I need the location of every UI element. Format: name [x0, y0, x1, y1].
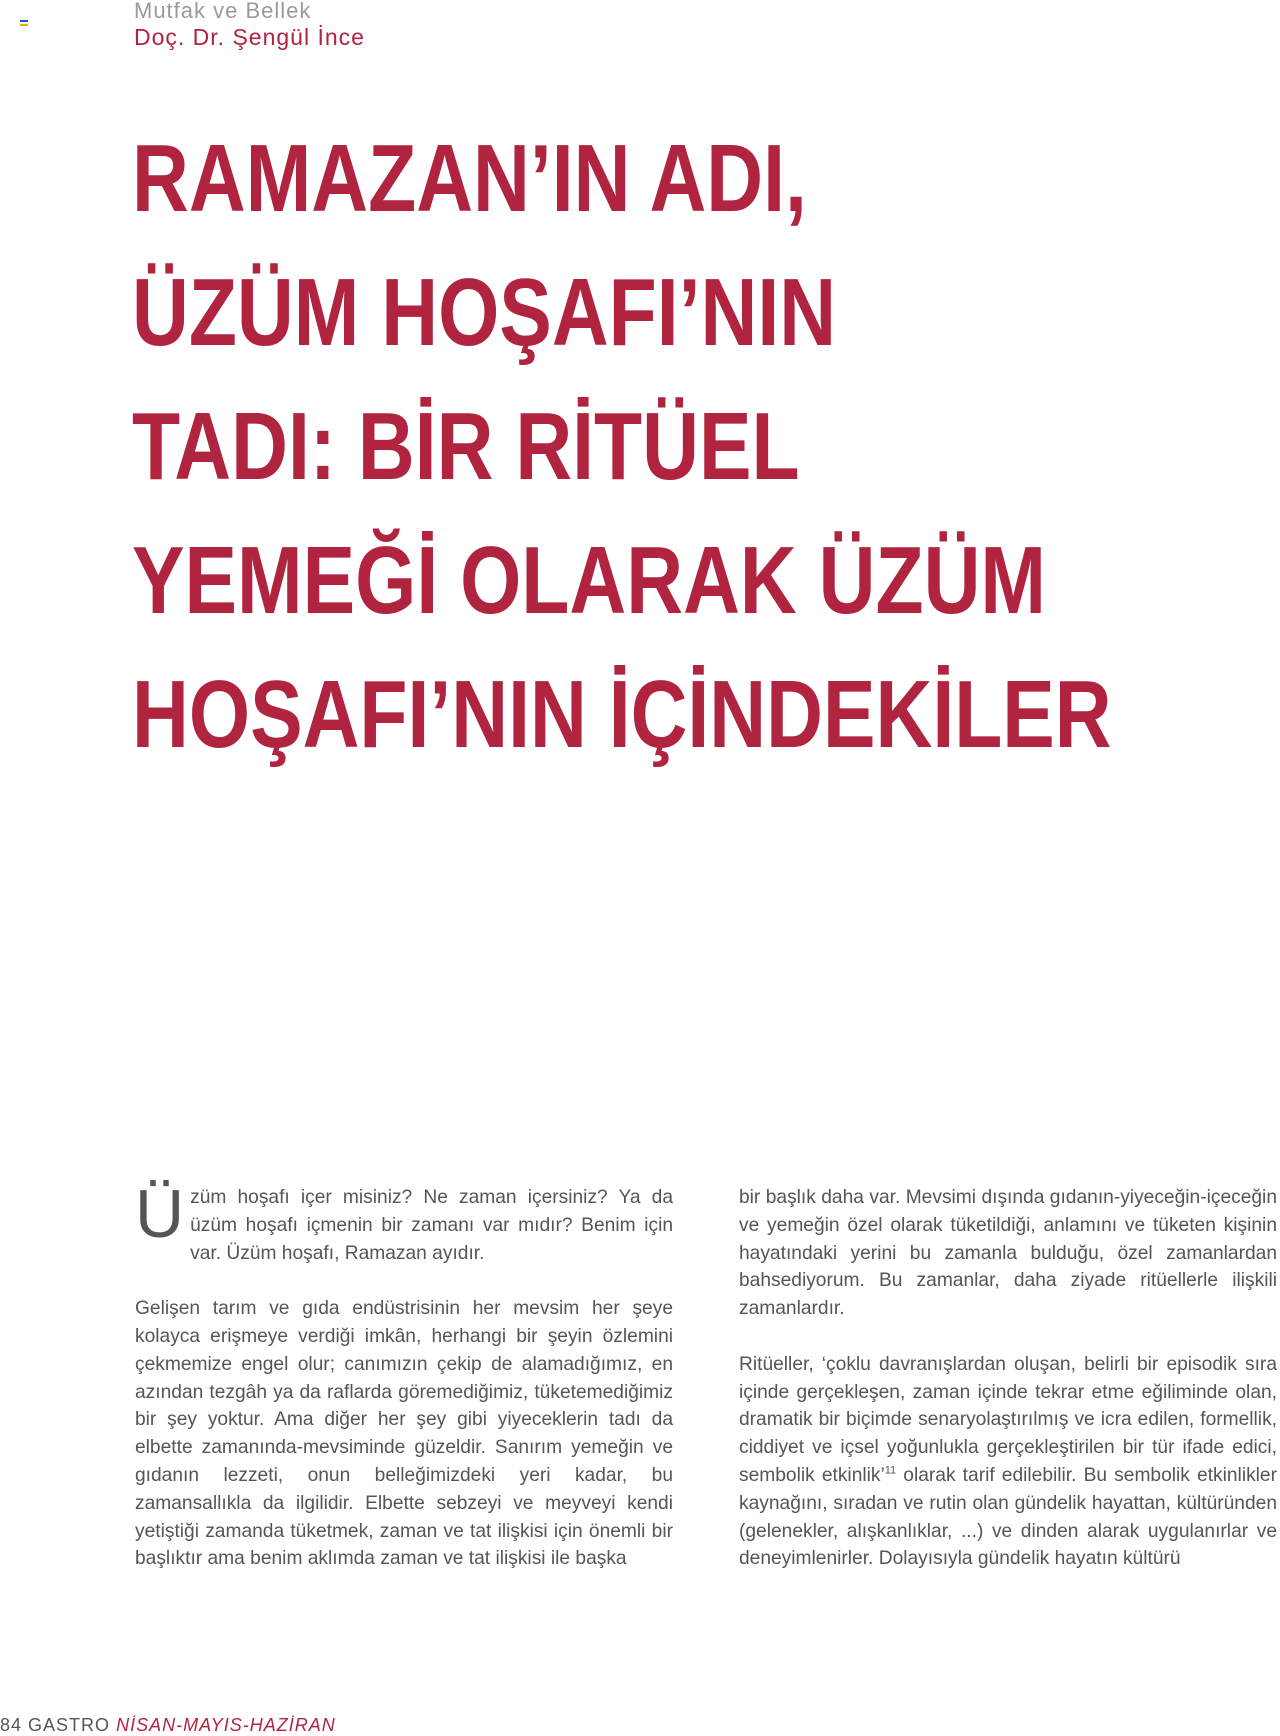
body-paragraph: Gelişen tarım ve gıda endüstrisinin her mevsim her şeye kolayca erişmeye verdiği imkân, herhangi bir şeyin özlemini çekmemize engel olur; canımızın çekip de alamadığımız, en azından tezgâh ya da raflarda göremediğimiz, tüketemediğimiz bir şey yoktur. Ama diğer her şey gibi yiyeceklerin tadı da elbette zamanında-mevsiminde güzeldir. Sanırım yemeğin ve gıdanın lezzeti, onun belleğimizdeki yeri kadar, bu zamansallıkla da ilgilidir. Elbette sebzeyi ve meyveyi kendi yetiştiği zamanda tüketmek, zaman ve tat ilişkisi için önemli bir başlıktır ama benim aklımda zaman ve tat ilişkisi ile başka: [135, 1298, 673, 1570]
author-name: Doç. Dr. Şengül İnce: [134, 24, 365, 50]
body-paragraph: [135, 1176, 673, 1267]
body-column-left: [135, 1176, 673, 1601]
paragraph-text: Ritüeller, ‘çoklu davranışlardan oluşan, belirli bir episodik sıra içinde gerçekleşen, zaman içinde tekrar etme eğiliminde olan, dramatik bir biçimde senaryolaştırılmış ve icra edilen, formellik, ciddiyet ve içsel yoğunlukla gerçekleştirilen bir tür ifade edici, sembolik etkinlik’: [739, 1353, 1277, 1486]
page-number: 84: [0, 1715, 23, 1735]
headline-line: ÜZÜM HOŞAFI’NIN: [132, 259, 837, 366]
paragraph-text: olarak tarif edilebilir. Bu sembolik etkinlikler kaynağını, sıradan ve rutin olan gündelik hayattan, kültüründen (gelenekler, alışkanlıklar, ...) ve dinden alarak uygulanırlar ve deneyimlenirler. Dolayısıyla gündelik hayatın kültürü: [739, 1464, 1277, 1570]
magazine-name: GASTRO: [28, 1715, 111, 1735]
drop-cap: Ü: [135, 1176, 185, 1252]
article-headline: [132, 112, 1112, 782]
page-footer: [0, 1714, 336, 1736]
body-paragraph: [739, 1351, 1277, 1573]
headline-line: YEMEĞİ OLARAK ÜZÜM: [132, 527, 1047, 634]
footnote-ref[interactable]: 11: [884, 1464, 897, 1477]
section-title: Mutfak ve Bellek: [134, 0, 312, 23]
headline-line: TADI: BİR RİTÜEL: [132, 393, 800, 500]
headline-line: RAMAZAN’IN ADI,: [132, 125, 807, 232]
paragraph-text: züm hoşafı içer misiniz? Ne zaman içersiniz? Ya da üzüm hoşafı içmenin bir zamanı var mıdır? Benim için var. Üzüm hoşafı, Ramazan ayıdır.: [190, 1187, 673, 1264]
body-column-right: [739, 1184, 1277, 1601]
corner-mark-icon: [20, 20, 28, 26]
body-paragraph: bir başlık daha var. Mevsimi dışında gıdanın-yiyeceğin-içeceğin ve yemeğin özel olarak tüketildiği, anlamını ve tüketen kişinin hayatındaki yerini bu zamanla bulduğu, özel zamanlardan bahsediyorum. Bu zamanlar, daha ziyade ritüellerle ilişkili zamanlardır.: [739, 1187, 1277, 1320]
headline-line: HOŞAFI’NIN İÇİNDEKİLER: [132, 661, 1112, 768]
issue-label: NİSAN-MAYIS-HAZİRAN: [116, 1715, 336, 1735]
